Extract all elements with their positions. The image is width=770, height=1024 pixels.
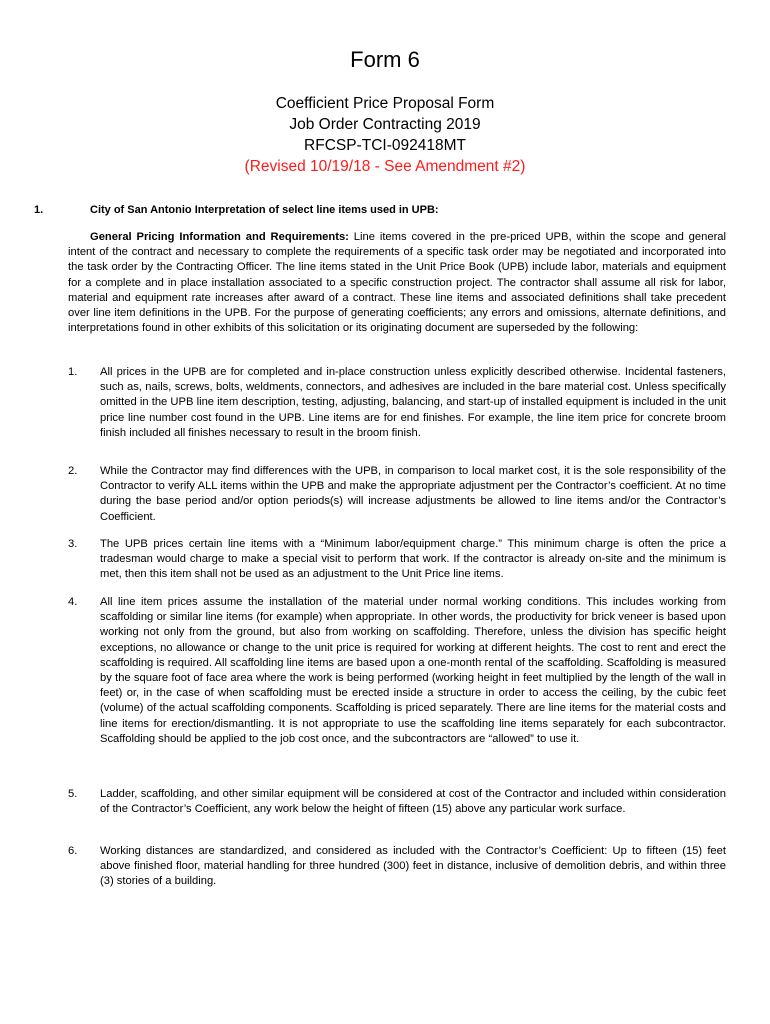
section-heading-text: City of San Antonio Interpretation of select line items used in UPB: xyxy=(90,204,439,216)
list-item-number: 1. xyxy=(68,366,78,378)
list-item-number: 5. xyxy=(68,788,78,800)
list-item-number: 6. xyxy=(68,845,78,857)
form-name: Coefficient Price Proposal Form xyxy=(275,95,495,112)
list-item-text: All prices in the UPB are for completed and in-place construction unless explicitly described otherwise. Incidental fasteners, such as, nails, screws, bolts, weldments, connectors, and adhesives are included in the bare material cost. Unless specifically omitted in the UPB line item description, testing, adjusting, balancing, and start-up of installed equipment is included in the unit price line number cost found in the UPB. Line items are for end finishes. For example, the line item price for concrete broom finish included all finishes necessary to result in the broom finish. xyxy=(100,366,726,439)
solicitation-number: RFCSP-TCI-092418MT xyxy=(304,137,466,154)
program-name: Job Order Contracting 2019 xyxy=(289,116,481,133)
list-item-text: Ladder, scaffolding, and other similar equipment will be considered at cost of the Contractor and included within consideration of the Contractor’s Coefficient, any work below the height of fifteen (15) above any particular work surface. xyxy=(100,788,726,816)
list-item-number: 3. xyxy=(68,538,78,550)
section-number: 1. xyxy=(34,204,44,216)
intro-paragraph xyxy=(68,230,726,336)
list-item-text: Working distances are standardized, and considered as included with the Contractor’s Coefficient: Up to fifteen (15) feet above finished floor, material handling for three hundred (300) feet in distance, inclusive of demolition debris, and within three (3) stories of a building. xyxy=(100,845,726,888)
list-item-text: The UPB prices certain line items with a “Minimum labor/equipment charge.” This minimum charge is often the price a tradesman would charge to make a special visit to perform that work. If the contractor is already on-site and the minimum is met, then this item shall not be used as an adjustment to the Unit Price line items. xyxy=(100,538,726,581)
form-subtitle-block xyxy=(0,93,770,177)
intro-text: Line items covered in the pre-priced UPB, within the scope and general intent of the contract and necessary to complete the requirements of a specific task order may be negotiated and incorporated into the task order by the Contracting Officer. The line items stated in the Unit Price Book (UPB) include labor, materials and equipment for a complete and in place installation associated to a specific construction project. The contractor shall assume all risk for labor, material and equipment rate increases after award of a contract. These line items and associated definitions shall take precedent over line item definitions in the UPB. For the purpose of generating coefficients; any errors and omissions, alternate definitions, and interpretations found in other exhibits of this solicitation or its originating document are superseded by the following: xyxy=(68,231,727,335)
form-title: Form 6 xyxy=(350,47,420,72)
list-item-text: All line item prices assume the installation of the material under normal working conditions. This includes working from scaffolding or similar line items (for example) when appropriate. In other words, the productivity for brick veneer is based upon working not only from the ground, but also from working on scaffolding. Therefore, unless the division has specific height exceptions, no allowance or change to the unit price is required for working at different heights. The cost to rent and erect the scaffolding is required. All scaffolding line items are based upon a one-month rental of the scaffolding. Scaffolding is measured by the square foot of face area where the work is being performed (working height in feet multiplied by the length of the wall in feet) or, in the case of when scaffolding must be erected inside a structure in order to access the ceiling, by the cubic feet (volume) of the actual scaffolding components. Scaffolding is priced separately. There are line items for the material costs and line items for erection/dismantling. It is not appropriate to use the scaffolding line items separately for each subcontractor. Scaffolding should be applied to the job cost once, and the subcontractors are “allowed” to use it. xyxy=(100,596,726,745)
intro-bold-lead: General Pricing Information and Requirements: xyxy=(90,231,349,243)
list-item-number: 2. xyxy=(68,465,78,477)
list-item-text: While the Contractor may find differences with the UPB, in comparison to local market cost, it is the sole responsibility of the Contractor to verify ALL items within the UPB and make the appropriate adjustment per the Contractor’s coefficient. At no time during the base period and/or option periods(s) will increase adjustments be allowed to line items and/or the Contractor’s Coefficient. xyxy=(100,465,726,523)
list-item-number: 4. xyxy=(68,596,78,608)
revision-notice: (Revised 10/19/18 - See Amendment #2) xyxy=(244,158,526,175)
